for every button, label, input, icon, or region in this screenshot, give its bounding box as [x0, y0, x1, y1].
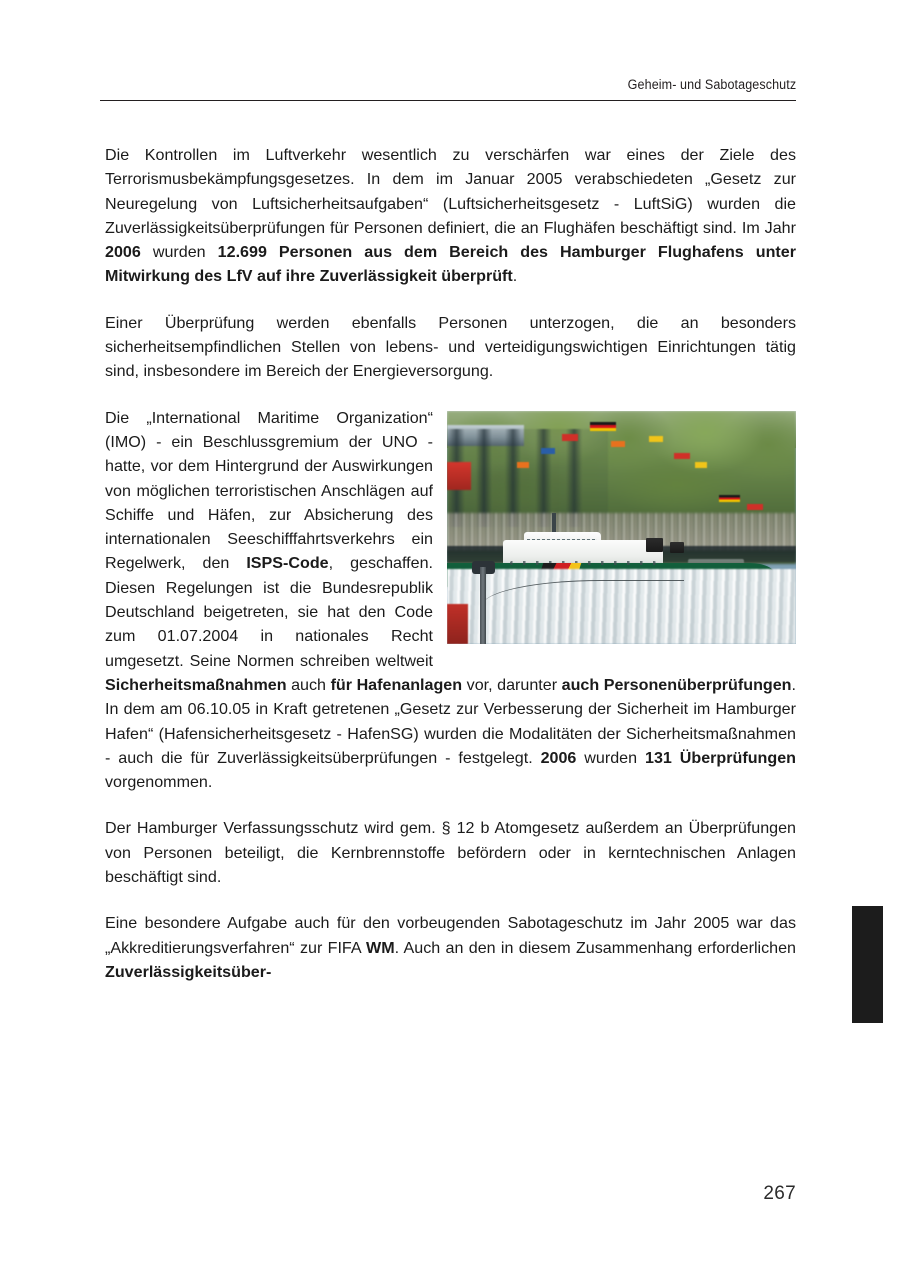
text-run-bold: 2006 [105, 243, 141, 262]
photo-coast-guard-vessel [447, 411, 796, 644]
photo-foreground-pole [480, 567, 486, 644]
text-run-bold: auch Personenüberprüfungen [561, 675, 792, 694]
photo-pennant-blue [541, 448, 555, 454]
text-run: Eine besondere Aufgabe auch für den vorbeugenden Sabotageschutz im Jahr 2005 war das „Akkreditierungsverfahren“ zur FIFA [105, 914, 796, 957]
text-run: Die Kontrollen im Luftverkehr wesentlich zu verschärfen war eines der Ziele des Terrorismusbekämpfungsgesetzes. In dem im Januar 2005 verabschiedeten „Gesetz zur Neuregelung von Luftsicherheitsaufgaben“ (Luftsicherheitsgesetz - LuftSiG) wurden die Zuverlässigkeitsüberprüfungen für Personen definiert, die an Flughäfen beschäftigt sind. Im Jahr [105, 146, 796, 237]
paragraph-atomic-energy-act [105, 816, 796, 889]
photo-german-flag-2 [719, 495, 740, 502]
photo-pennant-red-2 [674, 453, 690, 459]
photo-vessel-mast [552, 513, 556, 534]
paragraph-sensitive-facilities [105, 311, 796, 384]
photo-pennant-yellow-2 [695, 462, 708, 468]
text-run-bold: Zuverlässigkeitsüber- [105, 962, 272, 981]
text-run: wurden [576, 748, 645, 767]
photo-pennant-red [562, 434, 578, 441]
photo-pennant-yellow [649, 436, 663, 442]
header-rule [100, 100, 796, 101]
text-run: wurden [140, 243, 218, 262]
text-run-bold: Sicherheitsmaßnahmen [105, 675, 287, 694]
photo-foreground-red-buoy [447, 604, 468, 644]
photo-pennant-orange-2 [517, 462, 530, 468]
paragraph-imo-isps-code [105, 406, 796, 795]
text-run: Einer Überprüfung werden ebenfalls Personen unterzogen, die an besonders sicherheitsempfindlichen Stellen von lebens- und verteidigungswichtigen Einrichtungen tätig sind, insbesondere im Bereich der Energieversorgung. [105, 313, 796, 381]
photo-inner [447, 411, 796, 644]
paragraph-fifa-world-cup-accreditation [105, 911, 796, 984]
text-run: vorgenommen. [105, 773, 213, 792]
text-run-bold: 12.699 Personen aus dem Bereich des Hamburger Flughafens unter Mitwirkung des LfV auf ihre Zuverlässigkeit überprüft [105, 243, 796, 286]
text-run-bold: 2006 [540, 748, 577, 767]
text-run: . In dem am 06.10.05 in Kraft getretenen „Gesetz zur Verbesserung der Sicherheit im Hamburger Hafen“ (Hafensicherheitsgesetz - HafenSG) wurden die Modalitäten der Sicherheitsmaßnahmen - auch die für Zuverlässigkeitsüberprüfungen - festgelegt. [105, 675, 796, 767]
text-run: . [512, 267, 518, 286]
page-number: 267 [763, 1183, 796, 1204]
photo-vessel-funnel [646, 538, 663, 552]
text-run-bold: WM [366, 938, 395, 957]
text-run: Die „International Maritime Organization“ (IMO) - ein Beschlussgremium der UNO - hatte, vor dem Hintergrund der Auswirkungen von möglichen terroristischen Anschlägen auf Schiffe und Häfen, zur Absicherung des internationalen Seeschifffahrtsverkehrs ein Regelwerk, den [105, 408, 433, 573]
text-run: . Auch an den in diesem Zusammenhang erforderlichen [394, 938, 796, 957]
text-run-bold: ISPS-Code [246, 554, 329, 573]
text-run: Der Hamburger Verfassungsschutz wird gem. § 12 b Atomgesetz außerdem an Überprüfungen von Personen beteiligt, die Kernbrennstoffe befördern oder in kerntechnischen Anlagen beschäftigt sind. [105, 819, 796, 887]
text-run-bold: 131 Überprüfungen [645, 748, 796, 767]
photo-vessel-funnel-2 [670, 542, 684, 553]
text-run: vor, darunter [462, 675, 562, 694]
running-header [100, 76, 796, 94]
photo-foreground-red-upper [447, 462, 471, 490]
text-run: auch [286, 675, 331, 694]
photo-pennant-orange [611, 441, 625, 447]
header-title: Geheim- und Sabotageschutz [627, 77, 796, 92]
photo-german-flag [590, 422, 616, 430]
chapter-thumb-tab [852, 906, 883, 1023]
text-run-bold: für Hafenanlagen [330, 675, 463, 694]
photo-pennant-red-3 [747, 504, 763, 510]
body-text-column [105, 143, 796, 984]
text-run: , geschaffen. Diesen Regelungen ist die Bundesrepublik Deutschland beigetreten, sie hat den Code zum 01.07.2004 in nationales Recht umgesetzt. Seine Normen schreiben weltweit [105, 554, 433, 670]
paragraph-air-traffic-controls [105, 143, 796, 289]
